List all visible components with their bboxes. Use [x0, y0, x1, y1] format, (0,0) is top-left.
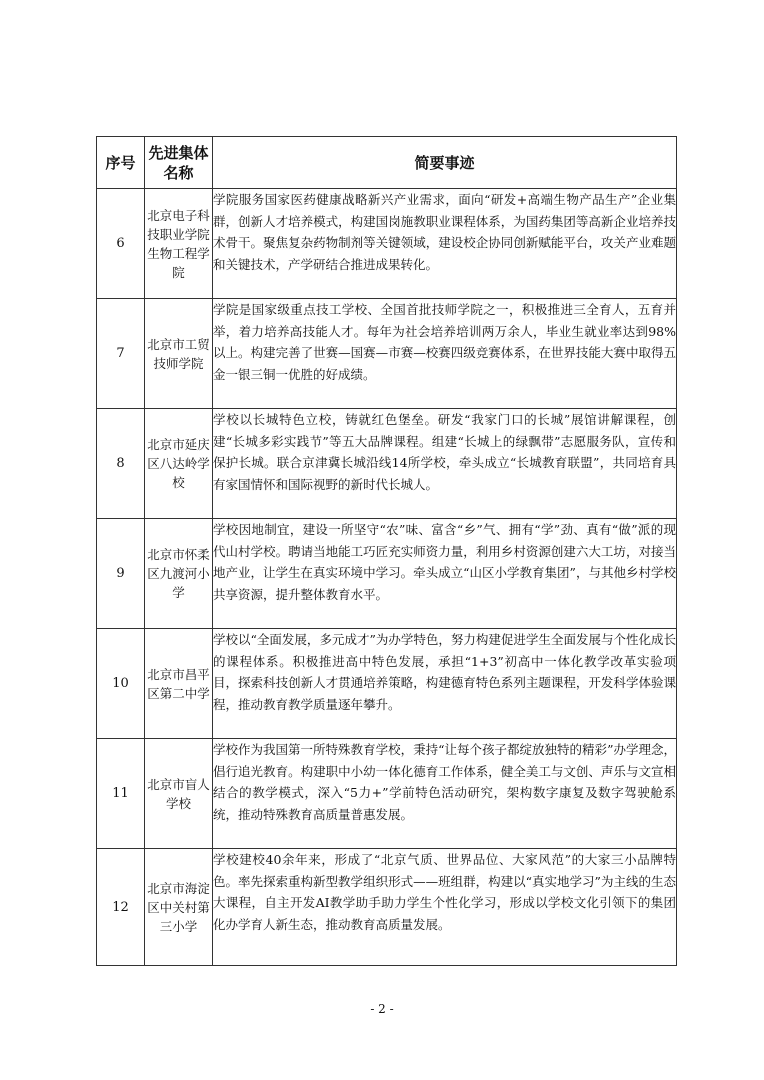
- row-number: 11: [97, 739, 145, 849]
- header-deeds: 简要事迹: [213, 137, 677, 189]
- table-row: [97, 849, 677, 966]
- row-number: 9: [97, 519, 145, 629]
- page-number: - 2 -: [370, 1002, 394, 1016]
- table-row: [97, 519, 677, 629]
- deeds-description: 学校作为我国第一所特殊教育学校，秉持“让每个孩子都绽放独特的精彩”办学理念，倡行追光教育。构建职中小幼一体化德育工作体系，健全美工与文创、声乐与文宣相结合的教学模式，深入“5力+”学前特色活动研究，架构数字康复及数字驾驶舱系统，推动特殊教育高质量普惠发展。: [213, 739, 677, 849]
- deeds-description: 学校以长城特色立校，铸就红色堡垒。研发“我家门口的长城”展馆讲解课程，创建“长城多彩实践节”等五大品牌课程。组建“长城上的绿飘带”志愿服务队，宣传和保护长城。联合京津冀长城沿线14所学校，牵头成立“长城教育联盟”，共同培育具有家国情怀和国际视野的新时代长城人。: [213, 409, 677, 519]
- header-number: 序号: [97, 137, 145, 189]
- deeds-description: 学校建校40余年来，形成了“北京气质、世界品位、大家风范”的大家三小品牌特色。率先探索重构新型教学组织形式——班组群，构建以“真实地学习”为主线的生态大课程，自主开发AI教学助手助力学生个性化学习，形成以学校文化引领下的集团化办学育人新生态，推动教育高质量发展。: [213, 849, 677, 966]
- header-collective-name: 先进集体名称: [145, 137, 213, 189]
- deeds-description: 学校以“全面发展，多元成才”为办学特色，努力构建促进学生全面发展与个性化成长的课程体系。积极推进高中特色发展，承担“1+3”初高中一体化教学改革实验项目，探索科技创新人才贯通培养策略，构建德育特色系列主题课程，开发科学体验课程，推动教育教学质量逐年攀升。: [213, 629, 677, 739]
- table-row: [97, 299, 677, 409]
- row-number: 6: [97, 189, 145, 299]
- deeds-description: 学院服务国家医药健康战略新兴产业需求，面向“研发+高端生物产品生产”企业集群，创新人才培养模式，构建国岗施教职业课程体系，为国药集团等高新企业培养技术骨干。聚焦复杂药物制剂等关键领域，建设校企协同创新赋能平台，攻关产业难题和关键技术，产学研结合推进成果转化。: [213, 189, 677, 299]
- row-number: 12: [97, 849, 145, 966]
- table-header-row: [97, 137, 677, 189]
- collective-name: 北京市海淀区中关村第三小学: [145, 849, 213, 966]
- table-row: [97, 739, 677, 849]
- table-row: [97, 189, 677, 299]
- collective-name: 北京市怀柔区九渡河小学: [145, 519, 213, 629]
- awards-table: [96, 136, 677, 966]
- deeds-description: 学校因地制宜，建设一所坚守“农”味、富含“乡”气、拥有“学”劲、真有“做”派的现代山村学校。聘请当地能工巧匠充实师资力量，利用乡村资源创建六大工坊，对接当地产业，让学生在真实环境中学习。牵头成立“山区小学教育集团”，与其他乡村学校共享资源，提升整体教育水平。: [213, 519, 677, 629]
- collective-name: 北京市盲人学校: [145, 739, 213, 849]
- collective-name: 北京市延庆区八达岭学校: [145, 409, 213, 519]
- collective-name: 北京市工贸技师学院: [145, 299, 213, 409]
- table-row: [97, 629, 677, 739]
- table-row: [97, 409, 677, 519]
- collective-name: 北京电子科技职业学院生物工程学院: [145, 189, 213, 299]
- collective-name: 北京市昌平区第二中学: [145, 629, 213, 739]
- deeds-description: 学院是国家级重点技工学校、全国首批技师学院之一，积极推进三全育人，五育并举，着力培养高技能人才。每年为社会培养培训两万余人，毕业生就业率达到98%以上。构建完善了世赛—国赛—市赛—校赛四级竞赛体系，在世界技能大赛中取得五金一银三铜一优胜的好成绩。: [213, 299, 677, 409]
- row-number: 8: [97, 409, 145, 519]
- row-number: 10: [97, 629, 145, 739]
- row-number: 7: [97, 299, 145, 409]
